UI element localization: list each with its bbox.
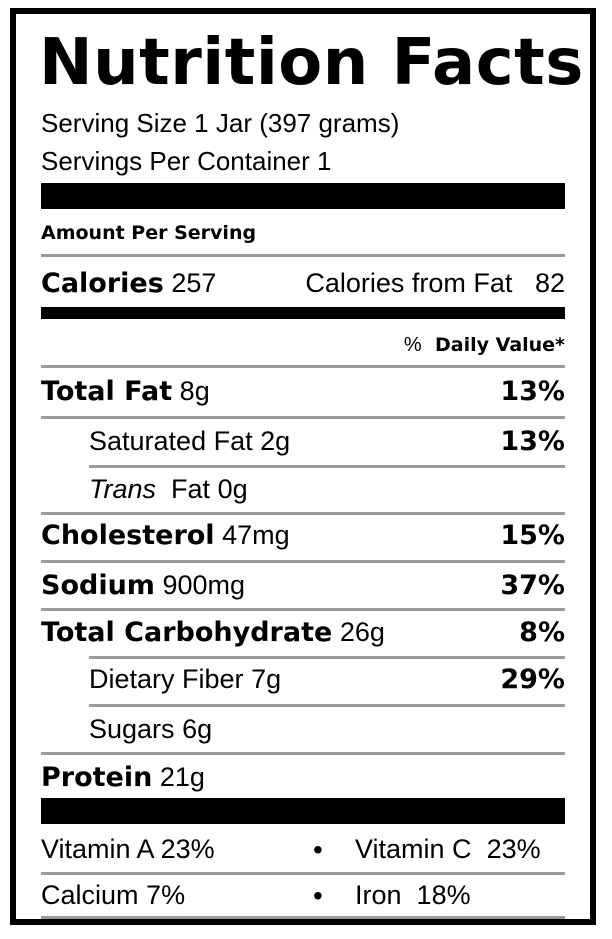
divider [41, 916, 565, 919]
nutrient-amount: 47mg [222, 520, 290, 550]
divider [41, 254, 565, 257]
nutrient-name [89, 474, 248, 505]
nutrient-label: Saturated Fat [89, 426, 253, 456]
calories-value: 257 [171, 268, 217, 298]
vitamin-a [41, 834, 215, 865]
calories-row [41, 268, 565, 312]
nutrient-label: Cholesterol [41, 520, 215, 551]
vitamin-name: Calcium [41, 880, 139, 910]
nutrient-label: Total Fat [41, 376, 173, 407]
nutrient-name [89, 714, 212, 745]
divider [41, 752, 565, 755]
thick-divider [41, 183, 565, 209]
vitamin-name: Vitamin A [41, 834, 154, 864]
vitamin-value: 23% [160, 834, 215, 864]
vitamin-name: Iron [355, 880, 402, 910]
nutrient-amount: 2g [260, 426, 291, 456]
nutrient-label: Sugars [89, 714, 175, 744]
vitamin-name: Vitamin C [355, 834, 472, 864]
divider [89, 656, 565, 659]
nutrient-row-cholesterol [41, 520, 565, 564]
nutrient-dv: 15% [500, 520, 565, 551]
medium-divider [41, 307, 565, 319]
nutrient-label: Fat [171, 474, 211, 504]
nutrient-name [41, 570, 245, 601]
calcium [41, 880, 185, 911]
daily-value-header [404, 334, 565, 357]
daily-value-label: Daily Value* [435, 334, 565, 356]
percent-sign: % [403, 334, 422, 356]
divider [41, 416, 565, 419]
nutrient-dv: 37% [500, 570, 565, 601]
label-title: Nutrition Facts [39, 26, 584, 100]
nutrient-name [41, 762, 205, 793]
divider [89, 704, 565, 707]
nutrient-amount: 8g [179, 376, 210, 406]
vitamin-value: 18% [416, 880, 471, 910]
nutrient-amount: 21g [159, 762, 205, 792]
divider [41, 365, 565, 368]
bullet: • [313, 834, 323, 865]
bullet: • [313, 880, 323, 911]
divider [89, 465, 565, 468]
nutrient-amount: 6g [182, 714, 213, 744]
nutrient-row-dietary-fiber [41, 664, 565, 708]
nutrient-row-total-fat [41, 376, 565, 420]
nutrient-row-total-carbohydrate [41, 617, 565, 661]
iron [355, 880, 471, 911]
nutrient-name [41, 617, 385, 648]
nutrient-label: Dietary Fiber [89, 664, 244, 694]
vitamin-value: 7% [146, 880, 186, 910]
divider [41, 512, 565, 515]
nutrient-amount: 7g [251, 664, 282, 694]
nutrient-row-saturated-fat [41, 426, 565, 470]
nutrient-label: Protein [41, 762, 153, 793]
divider [41, 872, 565, 875]
calories-from-fat [305, 268, 565, 299]
label-inner [39, 14, 584, 919]
amount-per-serving: Amount Per Serving [41, 222, 257, 244]
nutrient-name [41, 376, 210, 407]
nutrient-dv: 13% [500, 376, 565, 407]
nutrient-amount: 0g [217, 474, 248, 504]
nutrient-dv: 13% [500, 426, 565, 457]
divider [41, 560, 565, 563]
thick-divider [41, 798, 565, 824]
vitamin-value: 23% [486, 834, 541, 864]
nutrient-label: Total Carbohydrate [41, 617, 333, 648]
calories-label: Calories [41, 268, 164, 299]
nutrient-label-italic: Trans [89, 474, 157, 504]
nutrient-amount: 900mg [162, 570, 246, 600]
serving-size: Serving Size 1 Jar (397 grams) [41, 108, 400, 138]
calories-from-fat-value: 82 [534, 268, 565, 298]
vitamin-c [355, 834, 541, 865]
divider [41, 608, 565, 611]
nutrient-name [41, 520, 290, 551]
nutrient-amount: 26g [339, 617, 385, 647]
nutrient-name [89, 426, 290, 457]
calories [41, 268, 216, 299]
nutrient-name [89, 664, 281, 695]
calories-from-fat-label: Calories from Fat [305, 268, 513, 298]
nutrition-label [10, 8, 596, 925]
nutrient-dv: 8% [519, 617, 565, 648]
servings-per-container: Servings Per Container 1 [41, 146, 332, 176]
nutrient-label: Sodium [41, 570, 155, 601]
nutrient-dv: 29% [500, 664, 565, 695]
